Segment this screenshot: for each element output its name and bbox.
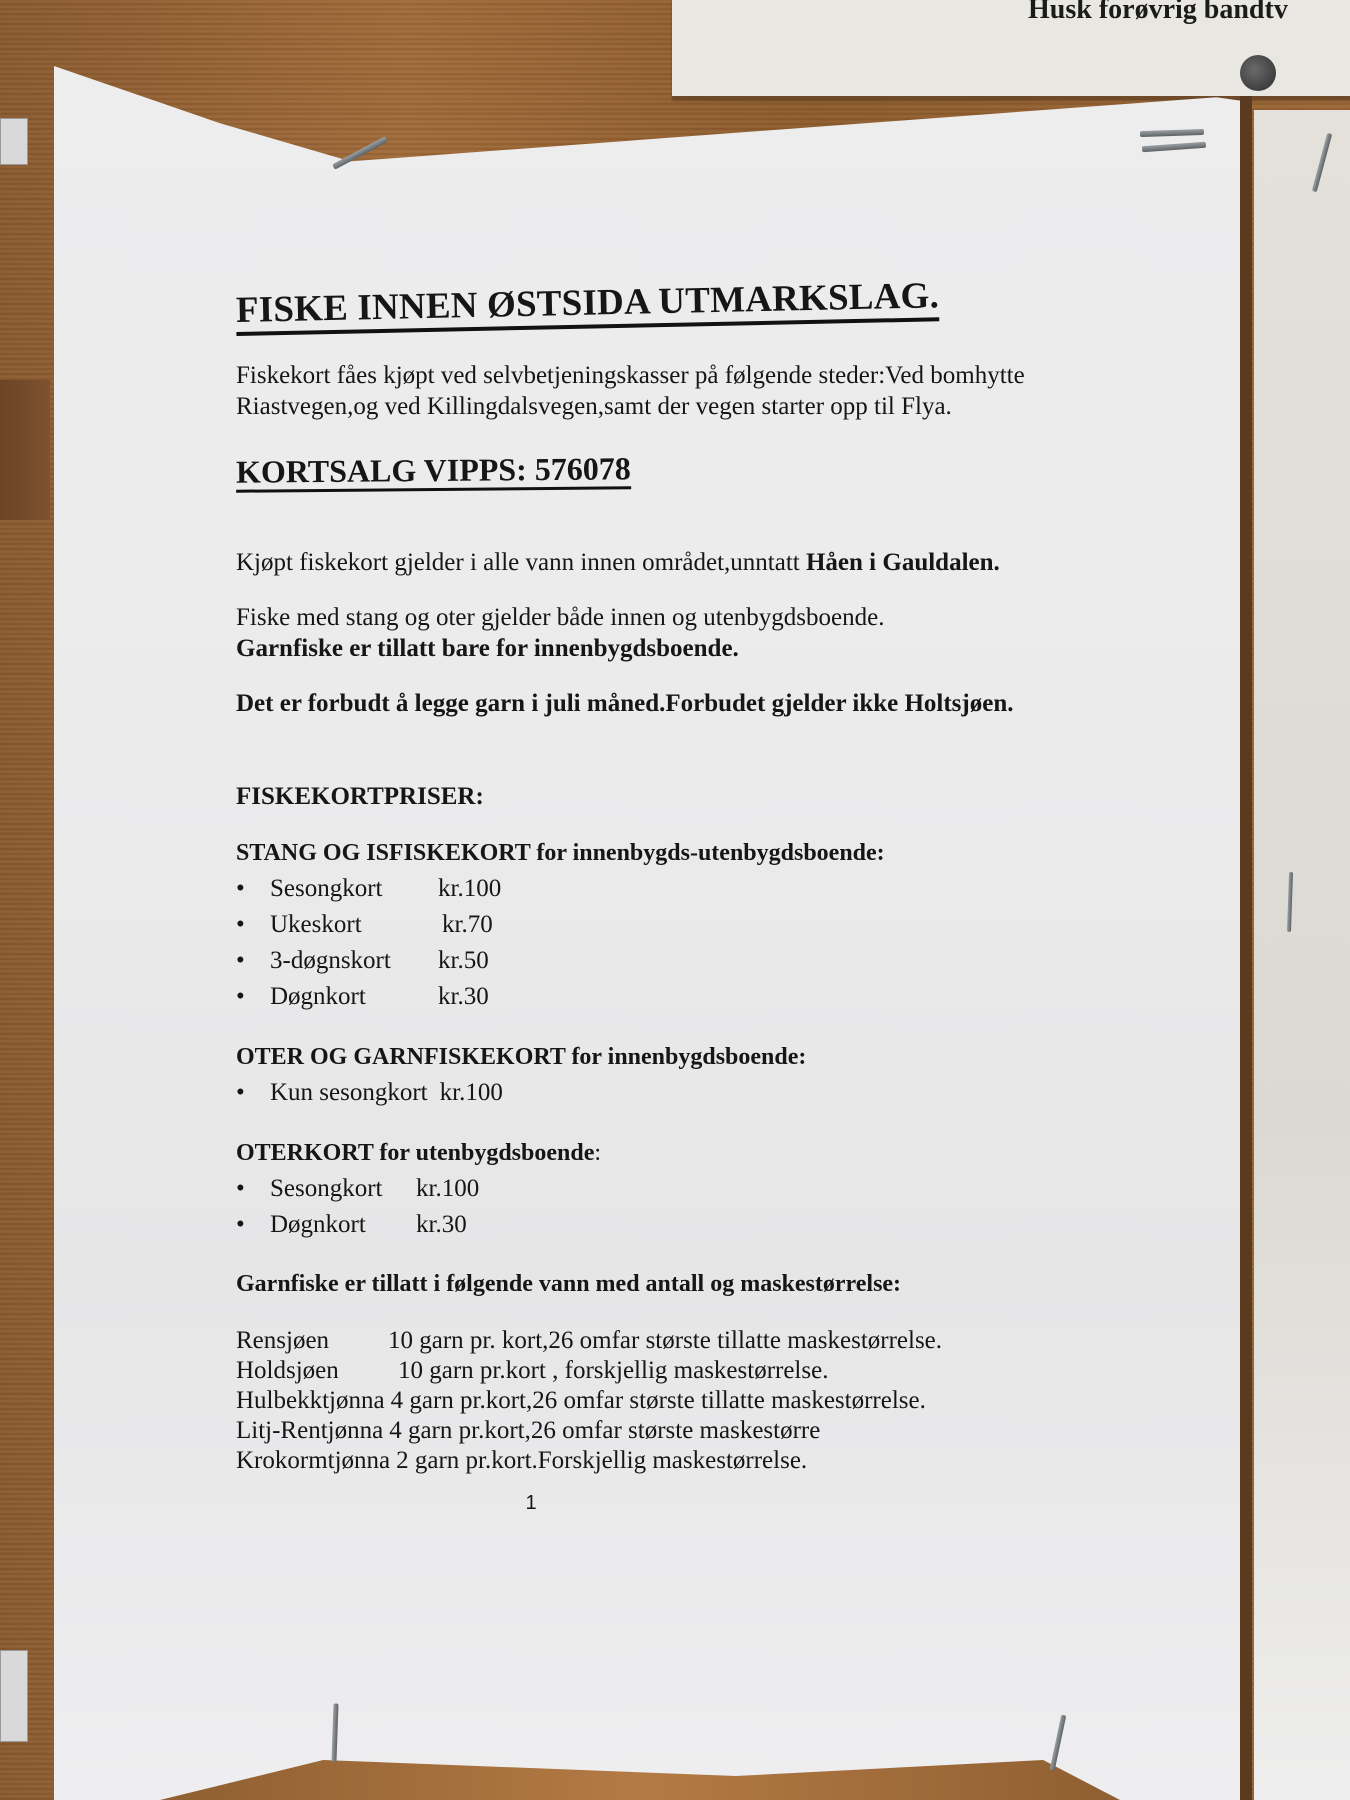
price-item <box>236 1207 1056 1243</box>
section-heading: OTER OG GARNFISKEKORT for innenbygdsboende: <box>236 1044 807 1070</box>
card-price: kr.50 <box>438 947 489 974</box>
card-price: kr.100 <box>416 1175 480 1202</box>
bullet-icon: • <box>236 1175 245 1202</box>
card-price: kr.30 <box>438 983 489 1010</box>
water-name: Litj-Rentjønna <box>236 1417 384 1444</box>
water-row <box>236 1446 1056 1476</box>
water-name: Krokormtjønna <box>236 1447 391 1474</box>
validity-text <box>236 547 1056 578</box>
water-row <box>236 1386 1056 1416</box>
water-rule: 10 garn pr. kort,26 omfar største tillatte maskestørrelse. <box>388 1327 943 1354</box>
bullet-icon: • <box>236 1211 245 1238</box>
water-row <box>236 1326 1056 1356</box>
price-list <box>236 1075 1056 1111</box>
water-row <box>236 1356 1056 1386</box>
water-rule: 4 garn pr.kort,26 omfar største maskestørre <box>389 1417 821 1444</box>
prices-heading: FISKEKORTPRISER: <box>236 783 484 810</box>
intro-text: Fiskekort fåes kjøpt ved selvbetjeningskasser på følgende steder:Ved bomhytte Riastvegen,og ved Killingdalsvegen,samt der vegen starter opp til Flya. <box>236 362 1025 420</box>
section-heading-bold: OTERKORT for utenbygdsboende <box>236 1140 595 1166</box>
section-heading <box>236 1137 1056 1169</box>
section-heading-colon: : <box>594 1140 602 1166</box>
price-item <box>236 979 1056 1015</box>
validity-text-normal: Kjøpt fiskekort gjelder i alle vann innen området,unntatt <box>236 549 806 576</box>
card-name: Døgnkort <box>270 1211 366 1238</box>
price-list <box>236 1171 1056 1243</box>
water-name: Holdsjøen <box>236 1357 339 1384</box>
card-name: 3-døgnskort <box>270 947 391 974</box>
bullet-icon: • <box>236 1079 245 1106</box>
notice-title: FISKE INNEN ØSTSIDA UTMARKSLAG. <box>236 275 940 336</box>
price-item <box>236 907 1056 943</box>
net-fishing-heading: Garnfiske er tillatt i følgende vann med antall og maskestørrelse: <box>236 1271 902 1297</box>
card-name: Sesongkort <box>270 1175 383 1202</box>
card-name: Kun sesongkort <box>270 1079 428 1106</box>
tape-tab <box>0 118 28 165</box>
rules-text <box>236 602 1056 664</box>
water-name: Hulbekktjønna <box>236 1387 385 1414</box>
background-notice-text: Husk forøvrig bandtv <box>1028 0 1288 25</box>
notice-content <box>235 275 1056 1515</box>
price-item <box>236 871 1056 907</box>
bullet-icon: • <box>236 947 245 974</box>
water-rule: 4 garn pr.kort,26 omfar største tillatte maskestørrelse. <box>390 1387 926 1414</box>
rules-text-bold: Garnfiske er tillatt bare for innenbygdsboende. <box>236 635 739 662</box>
price-item <box>236 1075 1056 1111</box>
adjacent-notice <box>1254 110 1350 1800</box>
card-price: kr.30 <box>416 1211 467 1238</box>
bullet-icon: • <box>236 911 245 938</box>
price-item <box>236 1171 1056 1207</box>
validity-exception: Håen i Gauldalen. <box>805 549 1000 576</box>
waters-list <box>236 1326 1056 1476</box>
card-price: kr.100 <box>439 1079 503 1106</box>
card-name: Døgnkort <box>270 983 366 1010</box>
rules-text-normal: Fiske med stang og oter gjelder både innen og utenbygdsboende. <box>236 604 885 631</box>
page-number: 1 <box>525 1492 537 1514</box>
water-rule: 10 garn pr.kort , forskjellig maskestørrelse. <box>398 1357 829 1384</box>
price-item <box>236 943 1056 979</box>
card-name: Ukeskort <box>270 911 362 938</box>
wooden-board <box>0 380 50 520</box>
card-price: kr.70 <box>442 911 493 938</box>
pushpin-icon <box>1240 55 1276 91</box>
water-rule: 2 garn pr.kort.Forskjellig maskestørrelse. <box>396 1447 808 1474</box>
july-ban-text: Det er forbudt å legge garn i juli måned.Forbudet gjelder ikke Holtsjøen. <box>236 690 1014 717</box>
vipps-number: KORTSALG VIPPS: 576078 <box>236 450 631 492</box>
price-list <box>236 871 1056 1015</box>
water-row <box>236 1416 1056 1446</box>
bullet-icon: • <box>236 983 245 1010</box>
card-name: Sesongkort <box>270 875 383 902</box>
frame-divider <box>1240 96 1252 1800</box>
section-heading: STANG OG ISFISKEKORT for innenbygds-utenbygdsboende: <box>236 840 885 866</box>
bullet-icon: • <box>236 875 245 902</box>
tape-tab <box>0 1650 28 1742</box>
card-price: kr.100 <box>438 875 502 902</box>
water-name: Rensjøen <box>236 1327 330 1354</box>
